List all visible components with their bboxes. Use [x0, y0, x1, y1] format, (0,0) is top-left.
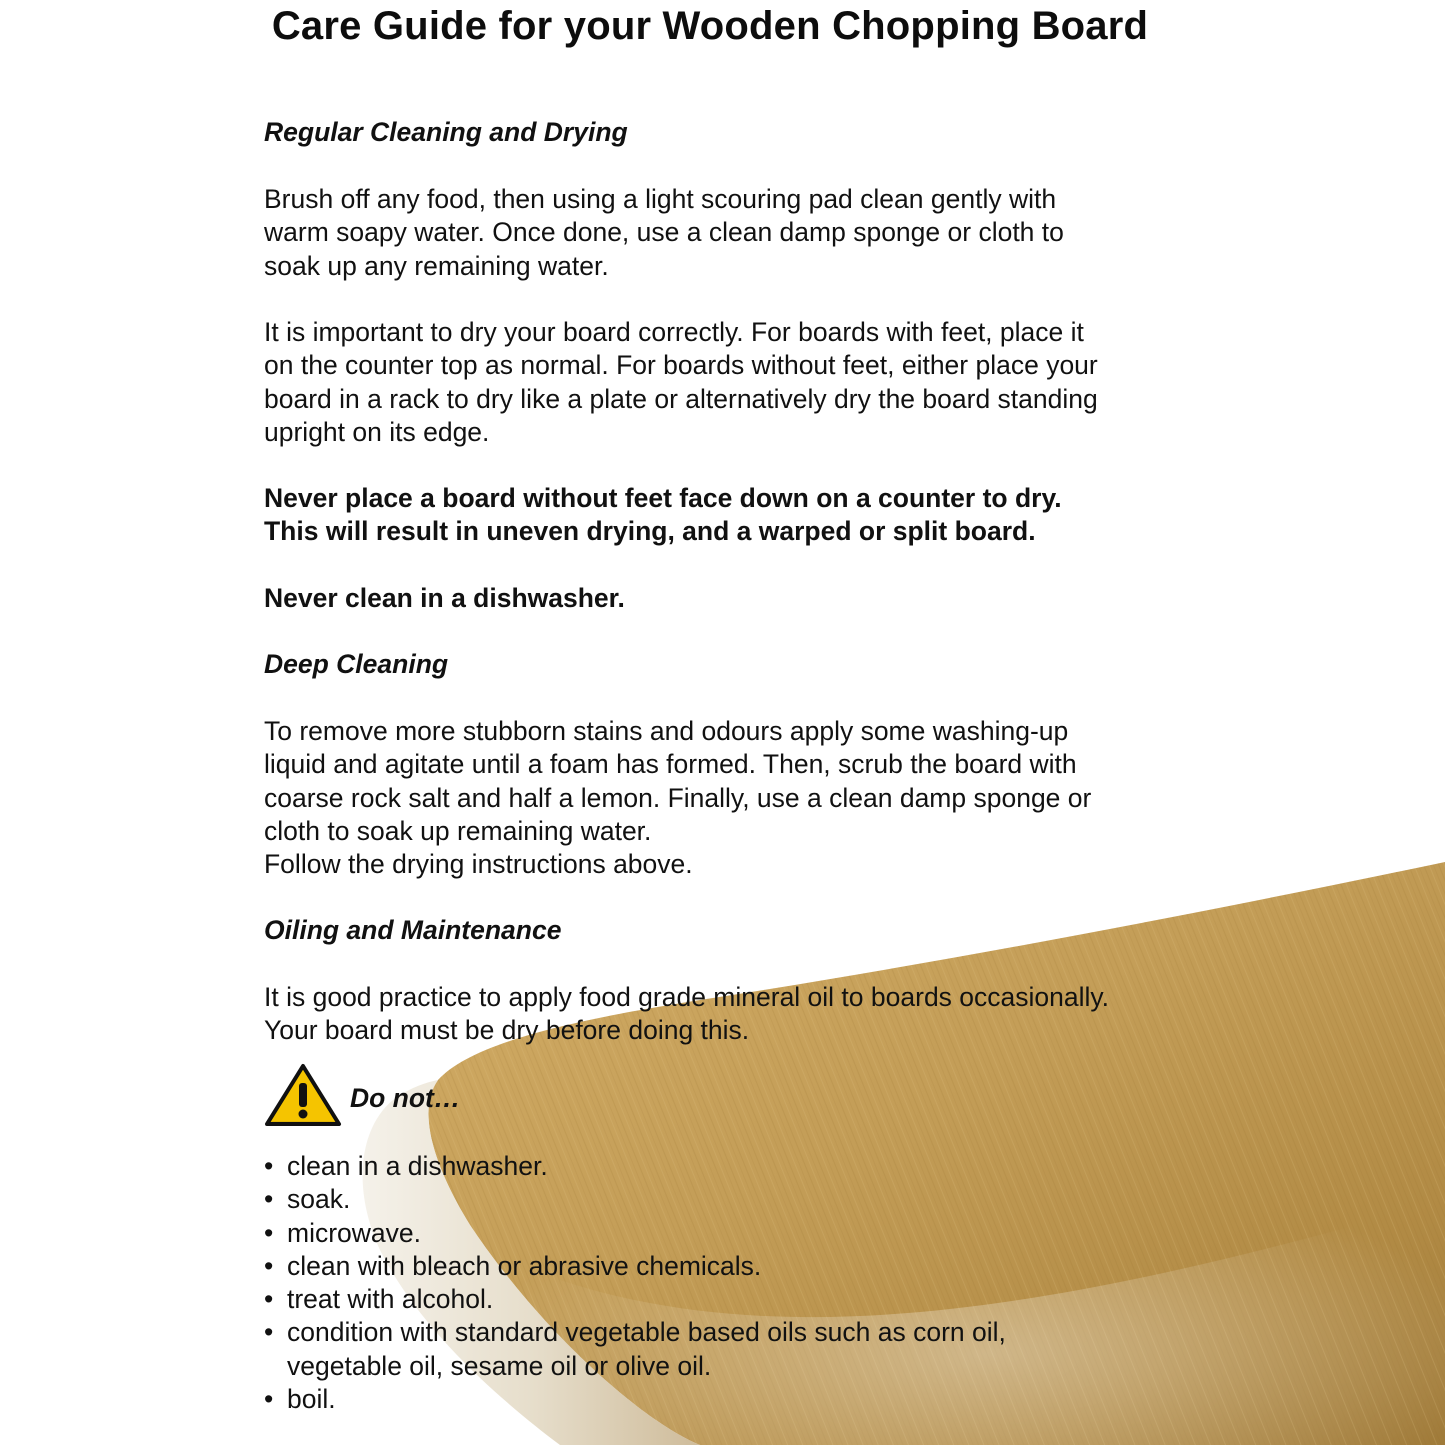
section-heading-oiling: Oiling and Maintenance: [264, 915, 562, 945]
text-line: liquid and agitate until a foam has formed. Then, scrub the board with: [264, 749, 1077, 780]
list-item-text: vegetable oil, sesame oil or olive oil.: [287, 1350, 712, 1381]
list-item: [264, 1283, 1184, 1316]
text-line: on the counter top as normal. For boards without feet, either place your: [264, 350, 1098, 381]
page-title: Care Guide for your Wooden Chopping Board: [271, 4, 1149, 48]
text-line: soak up any remaining water.: [264, 250, 609, 281]
list-item-text: microwave.: [287, 1217, 422, 1248]
warning-face-down-paragraph: [264, 482, 1184, 549]
list-item: [264, 1217, 1184, 1250]
list-item: [264, 1383, 1184, 1416]
bullet-icon: •: [264, 1217, 274, 1248]
list-item-text: treat with alcohol.: [287, 1284, 494, 1315]
list-item: [264, 1250, 1184, 1283]
list-item-text: soak.: [287, 1184, 351, 1215]
section-heading-deep-cleaning: Deep Cleaning: [264, 649, 449, 679]
do-not-header: [264, 1062, 460, 1128]
text-line: upright on its edge.: [264, 416, 490, 447]
text-line: Never place a board without feet face down on a counter to dry.: [264, 483, 1062, 513]
deep-cleaning-paragraph: [264, 715, 1184, 881]
list-item: [264, 1183, 1184, 1216]
list-item: [264, 1150, 1184, 1183]
text-line: warm soapy water. Once done, use a clean damp sponge or cloth to: [264, 217, 1064, 248]
text-line: cloth to soak up remaining water.: [264, 815, 652, 846]
text-line: Brush off any food, then using a light scouring pad clean gently with: [264, 184, 1057, 214]
bullet-icon: •: [264, 1317, 274, 1348]
text-line: It is good practice to apply food grade mineral oil to boards occasionally.: [264, 982, 1110, 1012]
list-item-text: condition with standard vegetable based oils such as corn oil,: [287, 1317, 1006, 1348]
do-not-label: Do not…: [350, 1082, 461, 1113]
list-item: [264, 1316, 1184, 1383]
text-line: To remove more stubborn stains and odours apply some washing-up: [264, 716, 1069, 746]
bullet-icon: •: [264, 1284, 274, 1315]
text-line: Follow the drying instructions above.: [264, 849, 693, 880]
bullet-icon: •: [264, 1151, 274, 1181]
warning-triangle-icon: [264, 1063, 342, 1127]
list-item-text: boil.: [287, 1384, 336, 1415]
text-line: This will result in uneven drying, and a warped or split board.: [264, 516, 1036, 547]
regular-cleaning-paragraph: [264, 183, 1184, 283]
drying-paragraph: [264, 316, 1184, 449]
bullet-icon: •: [264, 1184, 274, 1215]
bullet-icon: •: [264, 1250, 274, 1281]
section-heading-regular-cleaning: Regular Cleaning and Drying: [264, 117, 628, 147]
do-not-list: [264, 1150, 1184, 1416]
oiling-paragraph: [264, 981, 1184, 1048]
list-item-text: clean in a dishwasher.: [287, 1151, 548, 1181]
list-item-text: clean with bleach or abrasive chemicals.: [287, 1250, 762, 1281]
text-line: It is important to dry your board correctly. For boards with feet, place it: [264, 317, 1084, 347]
text-line: Your board must be dry before doing this.: [264, 1015, 750, 1046]
bullet-icon: •: [264, 1384, 274, 1415]
text-line: coarse rock salt and half a lemon. Finally, use a clean damp sponge or: [264, 782, 1092, 813]
text-line: board in a rack to dry like a plate or alternatively dry the board standing: [264, 383, 1098, 414]
warning-dishwasher-paragraph: Never clean in a dishwasher.: [264, 583, 625, 613]
